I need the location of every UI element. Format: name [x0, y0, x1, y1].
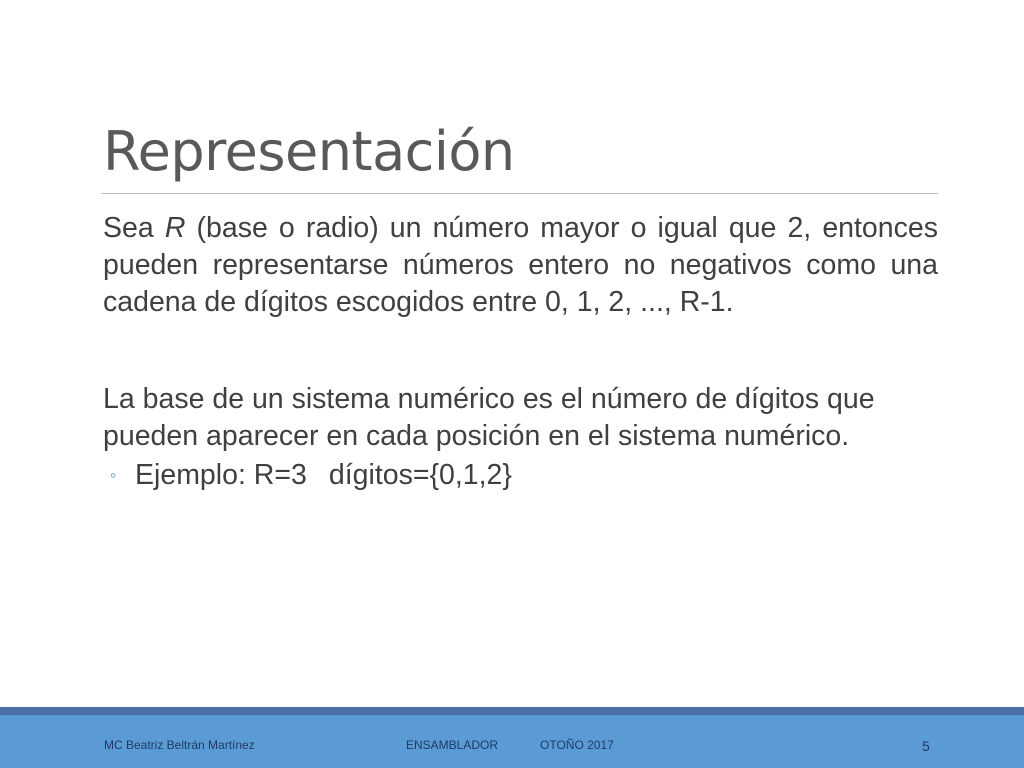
page-number: 5 [922, 738, 930, 754]
footer-accent-bar [0, 707, 1024, 715]
paragraph-definition [103, 210, 938, 321]
example-digits: dígitos={0,1,2} [328, 459, 512, 491]
slide-body [103, 210, 938, 494]
footer-course: ENSAMBLADOR [406, 738, 499, 752]
title-divider [101, 193, 938, 194]
example-text: Ejemplo: R=3 [135, 459, 307, 491]
paragraph-definition-rest: (base o radio) un número mayor o igual que 2, entonces pueden representarse números entero no negativos como una cadena de dígitos escogidos entre 0, 1, 2, ..., R-1. [103, 212, 938, 318]
paragraph-base: La base de un sistema numérico es el número de dígitos que pueden aparecer en cada posición en el sistema numérico. [103, 383, 875, 452]
example-bullet [103, 457, 938, 494]
paragraph-definition-lead: Sea [103, 212, 165, 244]
variable-r: R [164, 212, 186, 244]
bullet-marker-icon: ◦ [110, 465, 117, 485]
slide-title: Representación [103, 120, 515, 183]
footer-term: OTOÑO 2017 [540, 738, 614, 752]
footer-author: MC Beatriz Beltrán Martínez [104, 738, 255, 752]
